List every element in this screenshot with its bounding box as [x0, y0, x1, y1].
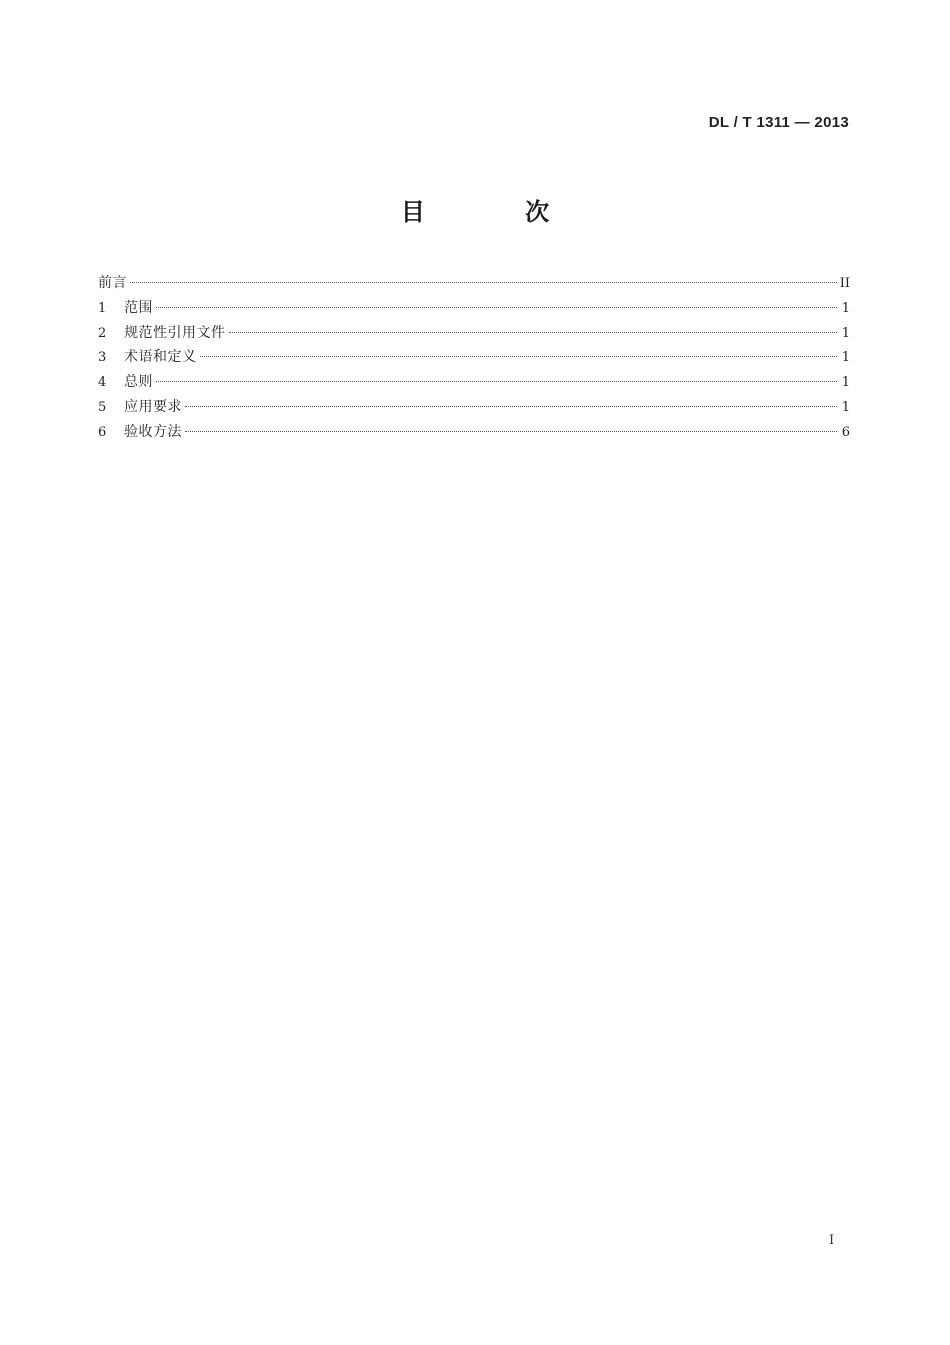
- toc-dot-leader: [229, 332, 838, 333]
- toc-entry-application-requirements[interactable]: [98, 395, 850, 420]
- standard-number: DL / T 1311 — 2013: [708, 114, 849, 131]
- toc-title: 目 次: [400, 198, 596, 226]
- toc-entry-terms-definitions[interactable]: [98, 345, 850, 370]
- toc-entry-page: 1: [841, 325, 850, 341]
- toc-entry-page: 1: [841, 300, 850, 316]
- toc-entry-number: 6: [98, 424, 107, 440]
- toc-entry-page: II: [839, 276, 850, 291]
- toc-entry-page: 6: [841, 424, 850, 440]
- toc-entry-number: 1: [98, 300, 107, 316]
- table-of-contents: [98, 271, 850, 445]
- toc-entry-label: 范围: [124, 299, 153, 316]
- toc-entry-general[interactable]: [98, 370, 850, 395]
- toc-entry-foreword[interactable]: [98, 271, 850, 296]
- toc-dot-leader: [130, 282, 837, 283]
- toc-entry-label: 总则: [124, 374, 153, 391]
- toc-entry-label: 验收方法: [124, 423, 182, 440]
- toc-entry-number: 4: [98, 375, 107, 391]
- toc-entry-scope[interactable]: [98, 296, 850, 321]
- toc-entry-label: 应用要求: [124, 398, 182, 415]
- toc-dot-leader: [200, 356, 838, 357]
- toc-dot-leader: [156, 307, 837, 308]
- toc-entry-label: 术语和定义: [124, 349, 197, 366]
- toc-dot-leader: [185, 406, 837, 407]
- toc-entry-page: 1: [841, 350, 850, 366]
- toc-entry-label: 前言: [98, 275, 127, 291]
- toc-entry-acceptance-methods[interactable]: [98, 420, 850, 445]
- toc-entry-page: 1: [841, 375, 850, 391]
- toc-dot-leader: [185, 431, 837, 432]
- toc-entry-number: 2: [98, 325, 107, 341]
- page-number: I: [829, 1233, 835, 1248]
- toc-entry-number: 3: [98, 350, 107, 366]
- toc-entry-normative-references[interactable]: [98, 321, 850, 346]
- toc-dot-leader: [156, 381, 837, 382]
- toc-entry-number: 5: [98, 399, 107, 415]
- toc-entry-label: 规范性引用文件: [124, 324, 226, 341]
- toc-entry-page: 1: [841, 399, 850, 415]
